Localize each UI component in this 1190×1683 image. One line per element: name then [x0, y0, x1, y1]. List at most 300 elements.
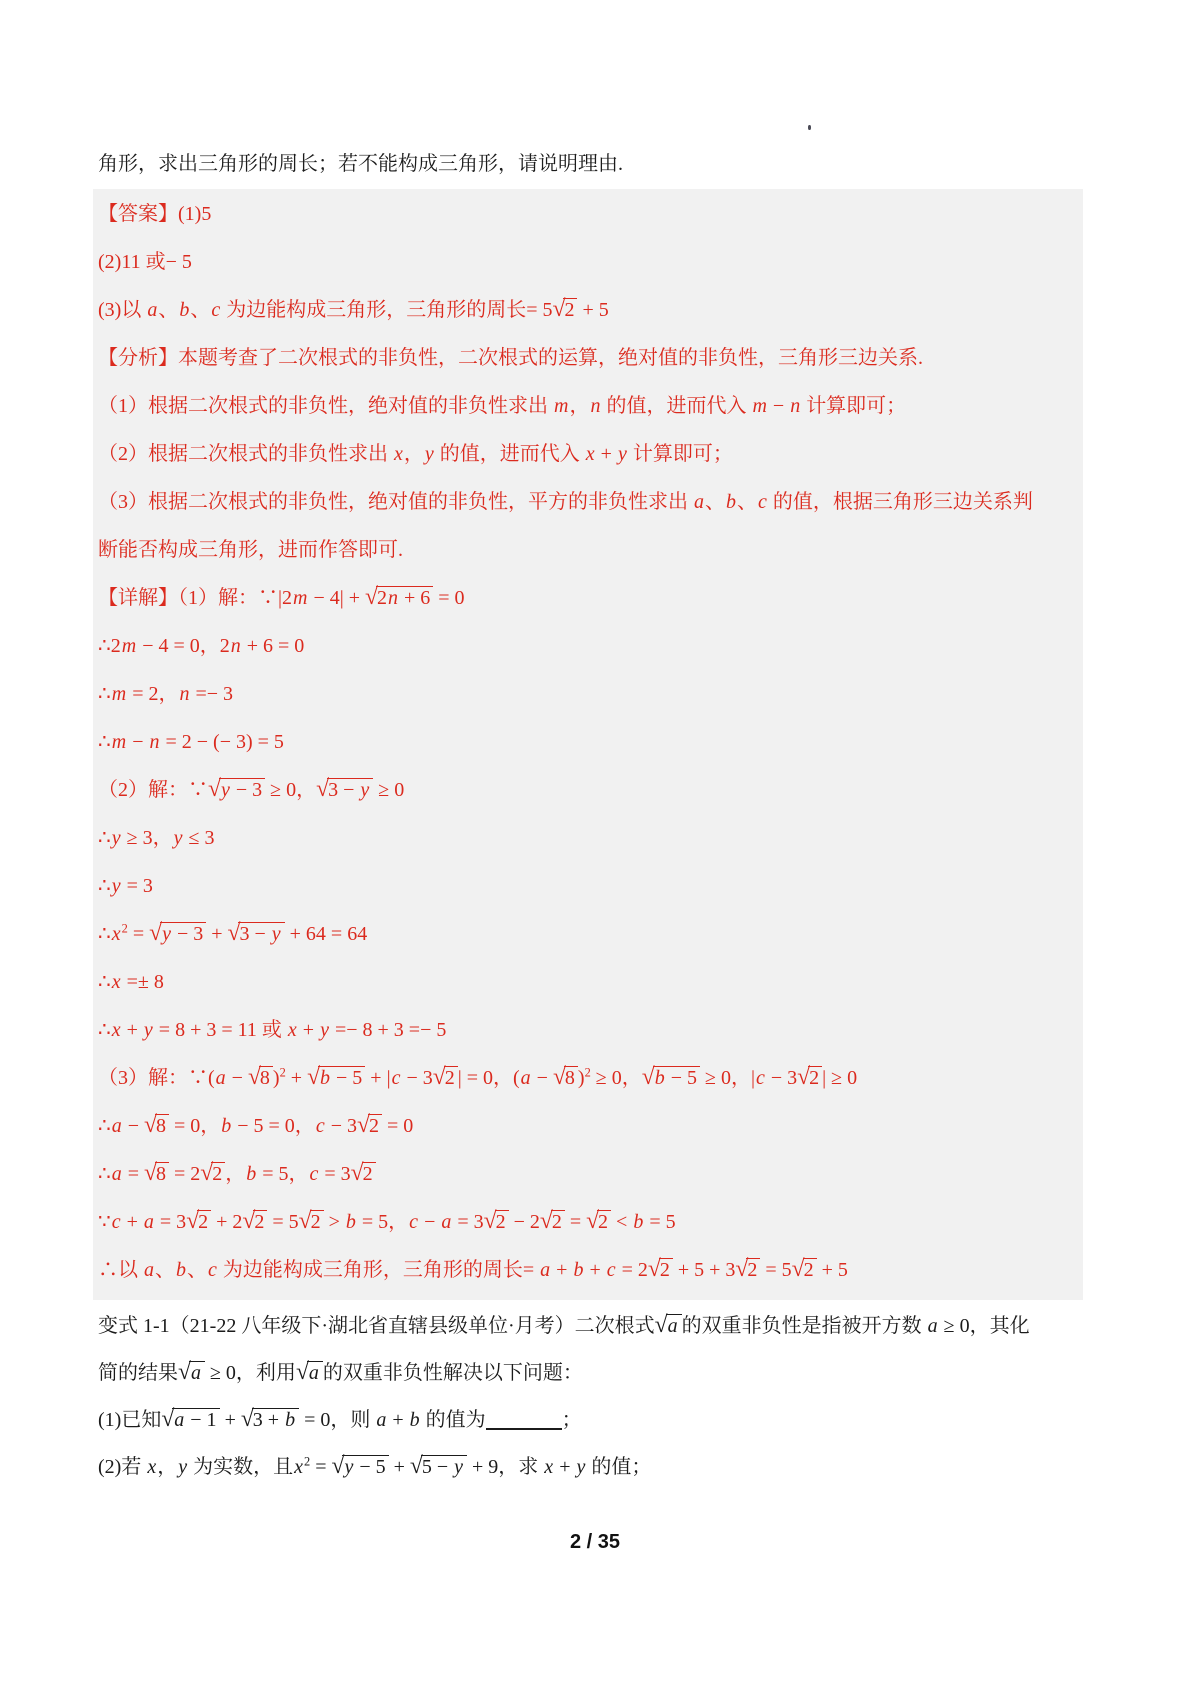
math-variable: x [287, 1019, 297, 1041]
text-token: + [595, 443, 617, 465]
text-token: + 9，求 [467, 1456, 544, 1478]
radicand [808, 1066, 822, 1089]
text-token: + [121, 1211, 143, 1233]
superscript: 2 [304, 1454, 311, 1469]
text-token: 的值，根据三角形三边关系判 [767, 491, 1033, 513]
radicand [327, 778, 373, 801]
math-variable: n [230, 635, 241, 657]
text-token: − 1 [185, 1409, 217, 1431]
text-token: 8 [259, 1067, 270, 1089]
radical-sign: √ [247, 1064, 260, 1090]
math-variable: x [394, 443, 403, 465]
solution-line [98, 862, 1083, 910]
math-variable: m [121, 635, 137, 657]
text-token: 2 [564, 299, 575, 321]
text-token: = [310, 1456, 332, 1478]
text-token: = 5， [257, 1163, 309, 1185]
math-variable: y [454, 1456, 464, 1478]
math-variable: y [320, 1019, 329, 1041]
solution-line [98, 190, 1083, 238]
math-variable: c [211, 299, 221, 321]
radical-sign: √ [208, 776, 220, 802]
text-token: ， [569, 395, 590, 417]
text-token: | ≥ 0 [822, 1067, 858, 1089]
fill-in-blank [486, 1410, 562, 1430]
text-token: 2 [212, 1163, 223, 1185]
text-token: > [323, 1211, 345, 1233]
math-variable: a [111, 1163, 122, 1185]
math-variable: m [293, 587, 308, 609]
text-token: 的值； [586, 1456, 652, 1478]
solution-line [98, 286, 1083, 334]
radical-sign: √ [242, 1208, 255, 1234]
radicand [253, 1210, 267, 1233]
math-variable: a [144, 1259, 154, 1281]
math-variable: b [246, 1163, 257, 1185]
text-token: （3）解：∵( [98, 1067, 215, 1089]
solution-line [98, 1054, 1083, 1102]
sqrt-radical [357, 1114, 382, 1138]
math-variable: c [606, 1259, 616, 1281]
math-variable: a [667, 1315, 678, 1337]
radical-sign: √ [227, 920, 240, 946]
variation-exercise-block [98, 1303, 1103, 1491]
radicand [376, 586, 433, 609]
text-token: 2 [495, 1211, 506, 1233]
text-token: =− 3 [190, 683, 234, 705]
text-token: + [388, 1456, 410, 1478]
math-variable: y [220, 779, 230, 801]
radicand [219, 778, 265, 801]
math-variable: n [387, 587, 398, 609]
text-token: 2 [376, 587, 387, 609]
text-token: 2 [444, 1067, 455, 1089]
solution-line [98, 526, 1083, 574]
text-token: ； [561, 1409, 582, 1431]
math-variable: n [179, 683, 190, 705]
math-variable: a [520, 1067, 531, 1089]
text-token: （1）根据二次根式的非负性，绝对值的非负性求出 [98, 395, 553, 417]
math-variable: b [726, 491, 736, 513]
sqrt-radical [792, 1258, 817, 1282]
math-variable: a [215, 1067, 226, 1089]
solution-line [98, 238, 1083, 286]
text-token: 3 − [239, 923, 271, 945]
text-token: 、 [155, 1259, 175, 1281]
text-token: 计算即可； [627, 443, 733, 465]
math-variable: b [320, 1067, 331, 1089]
radical-sign: √ [350, 1160, 363, 1186]
text-token: + [121, 1019, 143, 1041]
radical-sign: √ [797, 1064, 810, 1090]
text-token: 的值，进而代入 [601, 395, 752, 417]
text-token: ≥ 0，| [700, 1067, 755, 1089]
math-variable: y [173, 827, 183, 849]
text-token: 、 [705, 491, 725, 513]
math-variable: c [758, 491, 767, 513]
text-token: 计算即可； [801, 395, 907, 417]
text-token: 2 [747, 1259, 758, 1281]
text-token: 、 [158, 299, 179, 321]
radical-sign: √ [552, 1064, 565, 1090]
text-token: + 5 + 3 [672, 1259, 736, 1281]
text-token: ∴以 [98, 1259, 143, 1281]
math-variable: b [409, 1409, 420, 1431]
radical-sign: √ [552, 296, 565, 322]
solution-line [98, 1006, 1083, 1054]
radicand [307, 1361, 323, 1384]
text-token: 变式 1-1（21-22 八年级下·湖北省直辖县级单位·月考）二次根式 [98, 1315, 655, 1337]
radical-sign: √ [307, 1064, 320, 1090]
solution-line [98, 622, 1083, 670]
math-variable: c [315, 1115, 325, 1137]
math-variable: m [554, 395, 569, 417]
radicand [666, 1314, 682, 1337]
text-token: 简的结果 [98, 1362, 178, 1384]
math-variable: y [617, 443, 627, 465]
text-token: − [419, 1211, 441, 1233]
superscript: 2 [121, 921, 128, 936]
sqrt-radical [296, 1361, 323, 1385]
text-token: | = 0，( [457, 1067, 520, 1089]
radicand [310, 1210, 324, 1233]
radical-sign: √ [365, 584, 377, 610]
math-variable: y [143, 1019, 153, 1041]
text-token: − 5 = 0， [232, 1115, 315, 1137]
radical-sign: √ [331, 1453, 344, 1479]
text-token: 2 [803, 1259, 814, 1281]
text-token: − [127, 731, 149, 753]
solution-line [98, 670, 1083, 718]
text-token: − [531, 1067, 553, 1089]
math-variable: c [391, 1067, 401, 1089]
math-variable: y [360, 779, 370, 801]
radicand [252, 1408, 299, 1431]
text-token: = 2 − (− 3) = 5 [160, 731, 284, 753]
text-token: = 2 [168, 1163, 201, 1185]
text-token: − 2 [508, 1211, 540, 1233]
radical-sign: √ [539, 1208, 552, 1234]
text-token: = 3 [452, 1211, 484, 1233]
text-token: ≥ 3， [121, 827, 173, 849]
radical-sign: √ [298, 1208, 311, 1234]
text-token: − [122, 1115, 145, 1137]
solution-line [98, 1246, 1083, 1294]
superscript: 2 [584, 1065, 591, 1080]
text-token: = 0，则 [299, 1409, 376, 1431]
math-variable: x [294, 1456, 303, 1478]
text-token: = [127, 923, 150, 945]
radicand [564, 1066, 578, 1089]
text-token: 的双重非负性是指被开方数 [681, 1315, 927, 1337]
radicand [444, 1066, 458, 1089]
solution-line [98, 382, 1083, 430]
solution-line [98, 1150, 1083, 1198]
text-token: ∴ [98, 971, 111, 993]
solution-line [98, 958, 1083, 1006]
radical-sign: √ [483, 1208, 496, 1234]
radicand [362, 1162, 376, 1185]
radicand [189, 1361, 205, 1384]
solution-line [98, 814, 1083, 862]
sqrt-radical [553, 298, 578, 322]
math-variable: b [221, 1115, 232, 1137]
radicand [659, 1258, 673, 1281]
text-token: 【答案】(1)5 [98, 203, 212, 225]
radicand [211, 1162, 225, 1185]
text-token: 2 [368, 1115, 379, 1137]
sqrt-radical [433, 1066, 458, 1090]
text-token: 【分析】本题考查了二次根式的非负性，二次根式的运算，绝对值的非负性，三角形三边关系. [98, 347, 923, 369]
sqrt-radical [484, 1210, 509, 1234]
text-token: = [122, 1163, 145, 1185]
text-token: (3)以 [98, 299, 147, 321]
radicand [155, 1114, 169, 1137]
radical-sign: √ [186, 1208, 199, 1234]
text-token: ∴ [98, 1019, 111, 1041]
math-variable: b [654, 1067, 665, 1089]
text-token: =± 8 [121, 971, 164, 993]
sqrt-radical [797, 1066, 822, 1090]
text-token: 2 [254, 1211, 265, 1233]
text-token: = 3 [121, 875, 153, 897]
text-token: （2）解：∵ [98, 779, 208, 801]
text-token: + [206, 923, 228, 945]
variation-line [98, 1444, 1103, 1491]
solution-line [98, 766, 1083, 814]
text-token: 的值，进而代入 [434, 443, 585, 465]
sqrt-radical [655, 1314, 682, 1338]
text-token: = 3 [154, 1211, 187, 1233]
text-token: 的值为 [420, 1409, 486, 1431]
math-variable: c [111, 1211, 121, 1233]
radical-sign: √ [735, 1256, 748, 1282]
radicand [368, 1114, 382, 1137]
text-token: − 5 [331, 1067, 363, 1089]
text-token: = 8 + 3 = 11 或 [153, 1019, 287, 1041]
text-token: 、 [190, 299, 211, 321]
radical-sign: √ [432, 1064, 445, 1090]
radicand [155, 1162, 169, 1185]
radical-sign: √ [586, 1208, 599, 1234]
sqrt-radical [186, 1210, 211, 1234]
radical-sign: √ [161, 1406, 174, 1432]
text-token: − 5 [665, 1067, 697, 1089]
text-token: ≥ 0， [590, 1067, 642, 1089]
math-variable: b [573, 1259, 584, 1281]
text-token: + [297, 1019, 320, 1041]
radical-sign: √ [178, 1359, 190, 1385]
math-variable: a [927, 1315, 938, 1337]
solution-line [98, 334, 1083, 382]
math-variable: x [585, 443, 595, 465]
sqrt-radical [365, 586, 433, 610]
text-token: ∵ [98, 1211, 111, 1233]
sqrt-radical [642, 1066, 700, 1090]
math-variable: a [540, 1259, 551, 1281]
text-token: 2 [659, 1259, 670, 1281]
stray-mark [808, 125, 811, 130]
math-variable: y [576, 1456, 586, 1478]
sqrt-radical [540, 1210, 565, 1234]
text-token: = 0 [433, 587, 465, 609]
text-token: 2 [362, 1163, 373, 1185]
text-token: − 3 [401, 1067, 433, 1089]
radicand [342, 1455, 388, 1478]
math-variable: a [111, 1115, 122, 1137]
radical-sign: √ [295, 1359, 308, 1385]
text-token: =− 8 + 3 =− 5 [329, 1019, 447, 1041]
text-token: 8 [155, 1115, 166, 1137]
text-token: + 5 [816, 1259, 848, 1281]
radicand [563, 298, 577, 321]
text-token: ， [157, 1456, 178, 1478]
math-variable: y [424, 443, 434, 465]
radicand [746, 1258, 760, 1281]
sqrt-radical [242, 1210, 267, 1234]
math-variable: a [147, 299, 158, 321]
math-variable: n [149, 731, 160, 753]
radicand [318, 1066, 365, 1089]
radical-sign: √ [409, 1453, 422, 1479]
text-token: 2 [598, 1211, 609, 1233]
sqrt-radical [161, 1408, 219, 1432]
text-token: 为实数，且 [188, 1456, 294, 1478]
math-variable: c [309, 1163, 319, 1185]
radical-sign: √ [654, 1312, 667, 1338]
text-token: 为边能构成三角形，三角形的周长= [217, 1259, 540, 1281]
radical-sign: √ [647, 1256, 660, 1282]
sqrt-radical [178, 1361, 205, 1385]
text-token: ≥ 0，利用 [204, 1362, 296, 1384]
text-token: = 5 [760, 1259, 792, 1281]
radicand [803, 1258, 817, 1281]
radical-sign: √ [791, 1256, 804, 1282]
text-token: 2 [809, 1067, 820, 1089]
text-token: 3 − [328, 779, 360, 801]
text-token: + 6 [398, 587, 431, 609]
sqrt-radical [410, 1455, 467, 1479]
radical-sign: √ [200, 1160, 213, 1186]
radicand [653, 1066, 700, 1089]
text-token: ≥ 0， [265, 779, 317, 801]
text-token: ∴ [98, 923, 111, 945]
math-variable: b [633, 1211, 644, 1233]
math-variable: b [285, 1409, 296, 1431]
text-token: ， [403, 443, 424, 465]
math-variable: a [376, 1409, 387, 1431]
math-variable: b [179, 299, 190, 321]
question-continuation-text: 角形，求出三角形的周长；若不能构成三角形，请说明理由. [98, 153, 623, 175]
text-token: = 2， [127, 683, 179, 705]
sqrt-radical [331, 1455, 388, 1479]
text-token: 2 [551, 1211, 562, 1233]
math-variable: a [174, 1409, 185, 1431]
answer-analysis-block [93, 189, 1083, 1300]
text-token: = 2 [616, 1259, 648, 1281]
math-variable: a [143, 1211, 154, 1233]
solution-line [98, 910, 1083, 958]
text-token: 、 [187, 1259, 207, 1281]
text-token: ∴ [98, 1163, 111, 1185]
text-token: ∴ [98, 875, 111, 897]
sqrt-radical [316, 778, 373, 802]
radicand [238, 922, 284, 945]
text-token: ∴ [98, 1115, 111, 1137]
text-token: （3）根据二次根式的非负性，绝对值的非负性，平方的非负性求出 [98, 491, 693, 513]
text-token: 3 + [252, 1409, 285, 1431]
text-token: − 3 [171, 923, 204, 945]
radical-sign: √ [316, 776, 329, 802]
math-variable: y [162, 923, 171, 945]
math-variable: n [590, 395, 601, 417]
math-variable: y [271, 923, 281, 945]
math-variable: m [111, 731, 127, 753]
text-token: 5 − [421, 1456, 454, 1478]
radicand [495, 1210, 509, 1233]
text-token: 【详解】（1）解：∵|2 [98, 587, 293, 609]
text-token: + 2 [211, 1211, 243, 1233]
text-token: ∴ [98, 683, 111, 705]
text-token: + | [365, 1067, 391, 1089]
radical-sign: √ [240, 1406, 253, 1432]
text-token: + [285, 1067, 308, 1089]
text-token: 2 [198, 1211, 209, 1233]
sqrt-radical [553, 1066, 578, 1090]
radical-sign: √ [144, 1112, 156, 1138]
solution-line [98, 478, 1083, 526]
text-token: (1)已知 [98, 1409, 162, 1431]
text-token: (2)若 [98, 1456, 147, 1478]
radicand [160, 922, 206, 945]
text-token: ≤ 3 [183, 827, 215, 849]
math-variable: b [345, 1211, 356, 1233]
page-footer [0, 1528, 1190, 1556]
text-token: + 6 = 0 [241, 635, 305, 657]
math-variable: x [147, 1456, 157, 1478]
math-variable: b [176, 1259, 186, 1281]
text-token: = [564, 1211, 587, 1233]
sqrt-radical [248, 1066, 273, 1090]
sqrt-radical [144, 1162, 169, 1186]
radicand [259, 1066, 273, 1089]
text-token: = 5， [356, 1211, 409, 1233]
text-token: = 5 [644, 1211, 676, 1233]
text-token: ≥ 0，其化 [938, 1315, 1030, 1337]
math-variable: x [111, 923, 121, 945]
text-token: ) [272, 1067, 280, 1089]
text-token: ∴2 [98, 635, 121, 657]
text-token: ∴ [98, 731, 111, 753]
sqrt-radical [241, 1408, 299, 1432]
text-token: (2)11 或− 5 [98, 251, 192, 273]
radicand [197, 1210, 211, 1233]
radical-sign: √ [356, 1112, 369, 1138]
text-token: + [551, 1259, 573, 1281]
radicand [172, 1408, 219, 1431]
sqrt-radical [648, 1258, 673, 1282]
text-token: − 3 [230, 779, 263, 801]
text-token: + [387, 1409, 409, 1431]
text-token: 2 [310, 1211, 321, 1233]
sqrt-radical [351, 1162, 376, 1186]
solution-line [98, 574, 1083, 622]
radicand [597, 1210, 611, 1233]
radical-sign: √ [144, 1160, 156, 1186]
math-variable: y [111, 875, 121, 897]
text-token: ∴ [98, 827, 111, 849]
text-token: + 5 [577, 299, 609, 321]
